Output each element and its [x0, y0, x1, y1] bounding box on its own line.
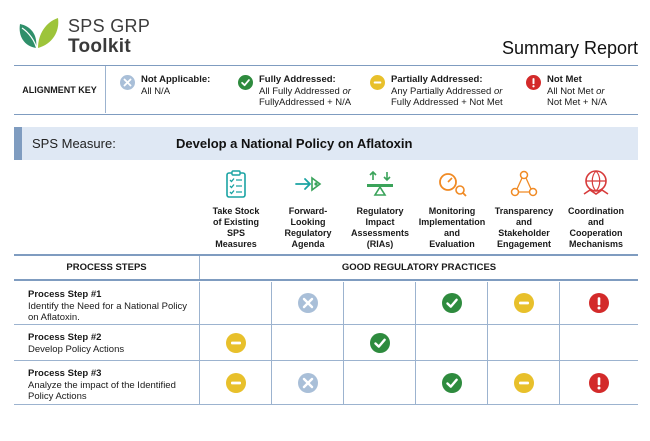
key-desc: All Not Met or Not Met + N/A: [547, 85, 607, 108]
fully-addressed-icon: [442, 373, 462, 393]
practice-coordination: [560, 168, 632, 250]
not-met-icon: [589, 373, 609, 393]
report-header: [0, 0, 650, 64]
key-item-full: [238, 74, 351, 109]
leaf-logo-icon: [16, 14, 60, 54]
partially-addressed-icon: [226, 333, 246, 353]
status-cell-ria: [344, 361, 416, 404]
not-applicable-icon: [120, 75, 135, 90]
practice-forward-looking: [272, 168, 344, 250]
globe-handshake-icon: [580, 168, 612, 200]
accent-bar: [14, 127, 22, 160]
key-title: Not Applicable:: [141, 74, 211, 85]
partially-addressed-icon: [514, 293, 534, 313]
practice-monitoring: [416, 168, 488, 250]
process-step-label: Process Step #2 Develop Policy Actions: [14, 325, 200, 360]
status-cell-monitoring: [416, 325, 488, 360]
practice-ria: [344, 168, 416, 250]
process-step-label: Process Step #3 Analyze the impact of the Identified Policy Actions: [14, 361, 200, 404]
status-cell-ria: [344, 282, 416, 324]
partially-addressed-icon: [226, 373, 246, 393]
key-title: Fully Addressed:: [259, 74, 336, 85]
fully-addressed-icon: [238, 75, 253, 90]
alignment-key-label: ALIGNMENT KEY: [14, 66, 106, 113]
sps-measure-value: Develop a National Policy on Aflatoxin: [176, 136, 413, 151]
status-cell-coordination: [560, 282, 638, 324]
status-cell-coordination: [560, 361, 638, 404]
balance-arrows-icon: [364, 168, 396, 200]
brand-subtitle: Toolkit: [68, 36, 131, 57]
practice-transparency: [488, 168, 560, 250]
status-cell-monitoring: [416, 361, 488, 404]
fully-addressed-icon: [442, 293, 462, 313]
key-desc: Any Partially Addressed or Fully Addressed + Not Met: [391, 85, 503, 108]
practice-label: Regulatory Impact Assessments (RIAs): [350, 206, 410, 249]
partially-addressed-icon: [514, 373, 534, 393]
practice-take-stock: [200, 168, 272, 250]
status-cell-ria: [344, 325, 416, 360]
not-applicable-icon: [298, 293, 318, 313]
status-cell-transparency: [488, 282, 560, 324]
sps-measure-bar: [14, 127, 638, 160]
status-cell-take-stock: [200, 325, 272, 360]
table-row: [14, 282, 638, 325]
gauge-magnifier-icon: [436, 168, 468, 200]
practice-label: Transparency and Stakeholder Engagement: [494, 206, 554, 249]
sps-measure-label: SPS Measure:: [32, 136, 116, 151]
key-item-partial: [370, 74, 503, 109]
key-item-notmet: [526, 74, 607, 109]
status-cell-coordination: [560, 325, 638, 360]
fully-addressed-icon: [370, 333, 390, 353]
not-met-icon: [526, 75, 541, 90]
practice-label: Coordination and Cooperation Mechanisms: [568, 206, 624, 249]
key-title: Partially Addressed:: [391, 74, 483, 85]
process-steps-header: PROCESS STEPS: [14, 256, 200, 279]
status-cell-take-stock: [200, 282, 272, 324]
alignment-key: [14, 65, 638, 115]
status-cell-forward-looking: [272, 325, 344, 360]
not-met-icon: [589, 293, 609, 313]
table-row: [14, 325, 638, 361]
status-cell-monitoring: [416, 282, 488, 324]
key-desc: All N/A: [141, 85, 171, 97]
partially-addressed-icon: [370, 75, 385, 90]
practice-label: Forward- Looking Regulatory Agenda: [284, 206, 332, 249]
practice-label: Monitoring Implementation and Evaluation: [418, 206, 486, 249]
good-regulatory-practices-header: GOOD REGULATORY PRACTICES: [341, 262, 497, 273]
page-title: Summary Report: [501, 38, 638, 58]
key-item-na: [120, 74, 210, 97]
status-cell-forward-looking: [272, 282, 344, 324]
table-row: [14, 361, 638, 405]
not-applicable-icon: [298, 373, 318, 393]
practice-label: Take Stock of Existing SPS Measures: [212, 206, 260, 249]
status-cell-transparency: [488, 325, 560, 360]
forward-arrow-icon: [292, 168, 324, 200]
status-cell-transparency: [488, 361, 560, 404]
key-title: Not Met: [547, 74, 582, 85]
status-cell-take-stock: [200, 361, 272, 404]
key-desc: All Fully Addressed or FullyAddressed + N/A: [259, 85, 352, 108]
status-cell-forward-looking: [272, 361, 344, 404]
people-network-icon: [508, 168, 540, 200]
table-header: [14, 254, 638, 281]
clipboard-checklist-icon: [220, 168, 252, 200]
process-step-label: Process Step #1 Identify the Need for a National Policy on Aflatoxin.: [14, 282, 200, 324]
brand-name: SPS GRP: [68, 16, 151, 36]
